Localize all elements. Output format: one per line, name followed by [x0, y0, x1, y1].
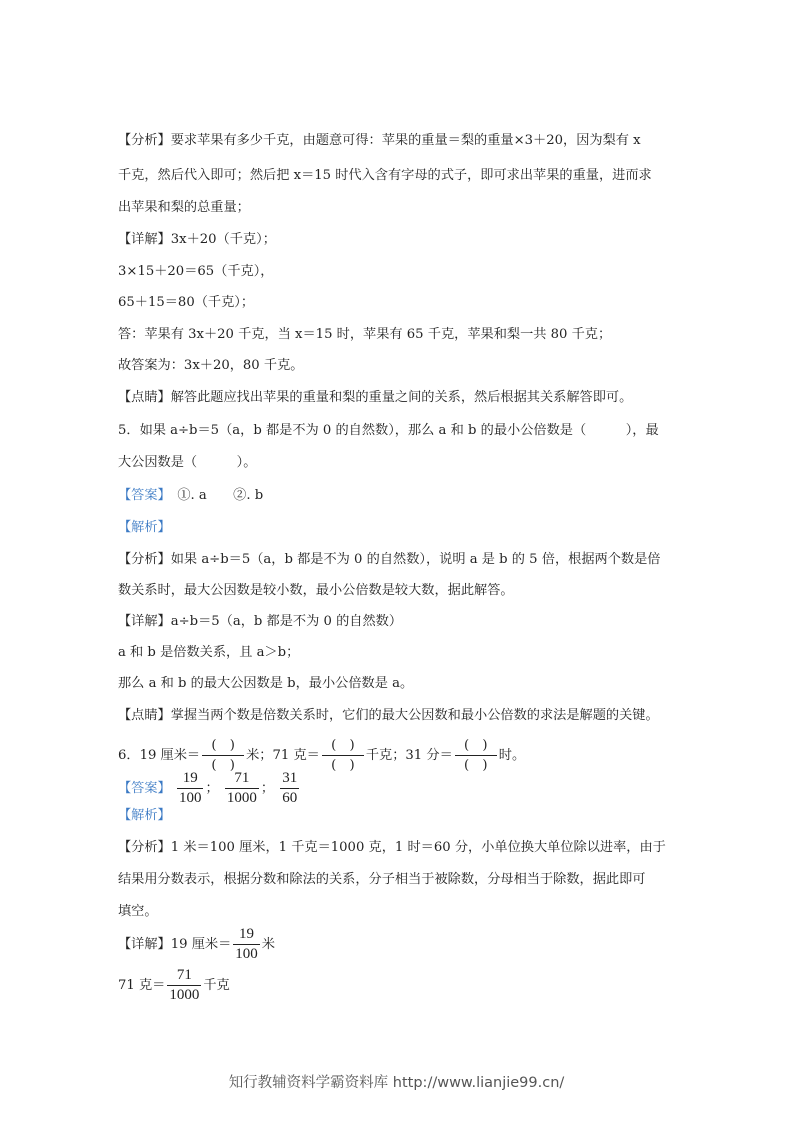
text-line: 【分析】1 米＝100 厘米，1 千克＝1000 克，1 时＝60 分，小单位换大单位除以进率，由于: [118, 840, 666, 855]
blank-fraction: $\frac{( )}{( )}$: [202, 736, 244, 775]
q6-unit: 时。: [498, 748, 526, 763]
text-line: 【点睛】掌握当两个数是倍数关系时，它们的最大公因数和最小公倍数的求法是解题的关键。: [118, 708, 659, 723]
text-line: 65＋15＝80（千克）；: [118, 295, 255, 310]
text-line: 出苹果和梨的总重量；: [118, 200, 250, 215]
answer-fraction: $\frac{19}{100}$: [178, 770, 202, 806]
text-line: 【分析】要求苹果有多少千克，由题意可得：苹果的重量＝梨的重量×3＋20，因为梨有 x: [118, 133, 641, 148]
q5-answer: [118, 486, 263, 506]
answer-tag: 【答案】: [118, 488, 165, 503]
blank-fraction: $\frac{( )}{( )}$: [322, 736, 364, 775]
footer-watermark: 知行教辅资料学霸资料库 http://www.lianjie99.cn/: [228, 1075, 565, 1091]
text-line: 【详解】3x＋20（千克）；: [118, 232, 276, 247]
q6-prefix: 6．19 厘米＝: [118, 748, 201, 763]
q6-unit: 米；71 克＝: [246, 748, 320, 763]
text-line: 【详解】a÷b＝5（a，b 都是不为 0 的自然数）: [118, 614, 403, 629]
text-line: 3×15＋20＝65（千克），: [118, 264, 274, 279]
question-5-cont: 大公因数是（ ）。: [118, 455, 257, 470]
q6-unit: 千克；31 分＝: [365, 748, 453, 763]
answer-fraction: $\frac{31}{60}$: [282, 770, 298, 806]
answer-tag: 【答案】: [118, 781, 171, 796]
question-5: 5．如果 a÷b＝5（a，b 都是不为 0 的自然数），那么 a 和 b 的最小公倍数是（ ），最: [118, 423, 659, 438]
fraction: $\frac{19}{100}$: [235, 926, 258, 962]
detail-line-2: 71 克＝ $\frac{71}{1000}$ 千克: [118, 967, 230, 1003]
text-line: 【点睛】解答此题应找出苹果的重量和梨的重量之间的关系，然后根据其关系解答即可。: [118, 390, 633, 405]
answer-fraction: $\frac{71}{1000}$: [226, 770, 257, 806]
fraction: $\frac{71}{1000}$: [169, 967, 200, 1003]
blank-fraction: $\frac{( )}{( )}$: [455, 736, 497, 775]
jiexi-tag: 【解析】: [118, 520, 171, 535]
q6-answer: 【答案】 $\frac{19}{100}$ ； $\frac{71}{1000}$ ； $\frac{31}{60}$: [118, 770, 298, 806]
text-line: 【分析】如果 a÷b＝5（a，b 都是不为 0 的自然数），说明 a 是 b 的 5 倍，根据两个数是倍: [118, 552, 661, 567]
text-line: 故答案为：3x＋20，80 千克。: [118, 358, 304, 373]
detail-line-1: 【详解】19 厘米＝ $\frac{19}{100}$ 米: [118, 926, 275, 962]
answer-text: ①. a ②. b: [164, 488, 264, 503]
text-line: 千克，然后代入即可；然后把 x＝15 时代入含有字母的式子，即可求出苹果的重量，进而求: [118, 168, 652, 183]
jiexi-tag: 【解析】: [118, 808, 171, 823]
text-line: 结果用分数表示，根据分数和除法的关系，分子相当于被除数，分母相当于除数，据此即可: [118, 872, 646, 887]
text-line: 那么 a 和 b 的最大公因数是 b，最小公倍数是 a。: [118, 676, 414, 691]
text-line: 数关系时，最大公因数是较小数，最小公倍数是较大数，据此解答。: [118, 583, 514, 598]
text-line: 填空。: [118, 904, 158, 919]
text-line: 答：苹果有 3x＋20 千克，当 x＝15 时，苹果有 65 千克，苹果和梨一共 80 千克；: [118, 327, 612, 342]
text-line: a 和 b 是倍数关系，且 a＞b；: [118, 645, 300, 660]
